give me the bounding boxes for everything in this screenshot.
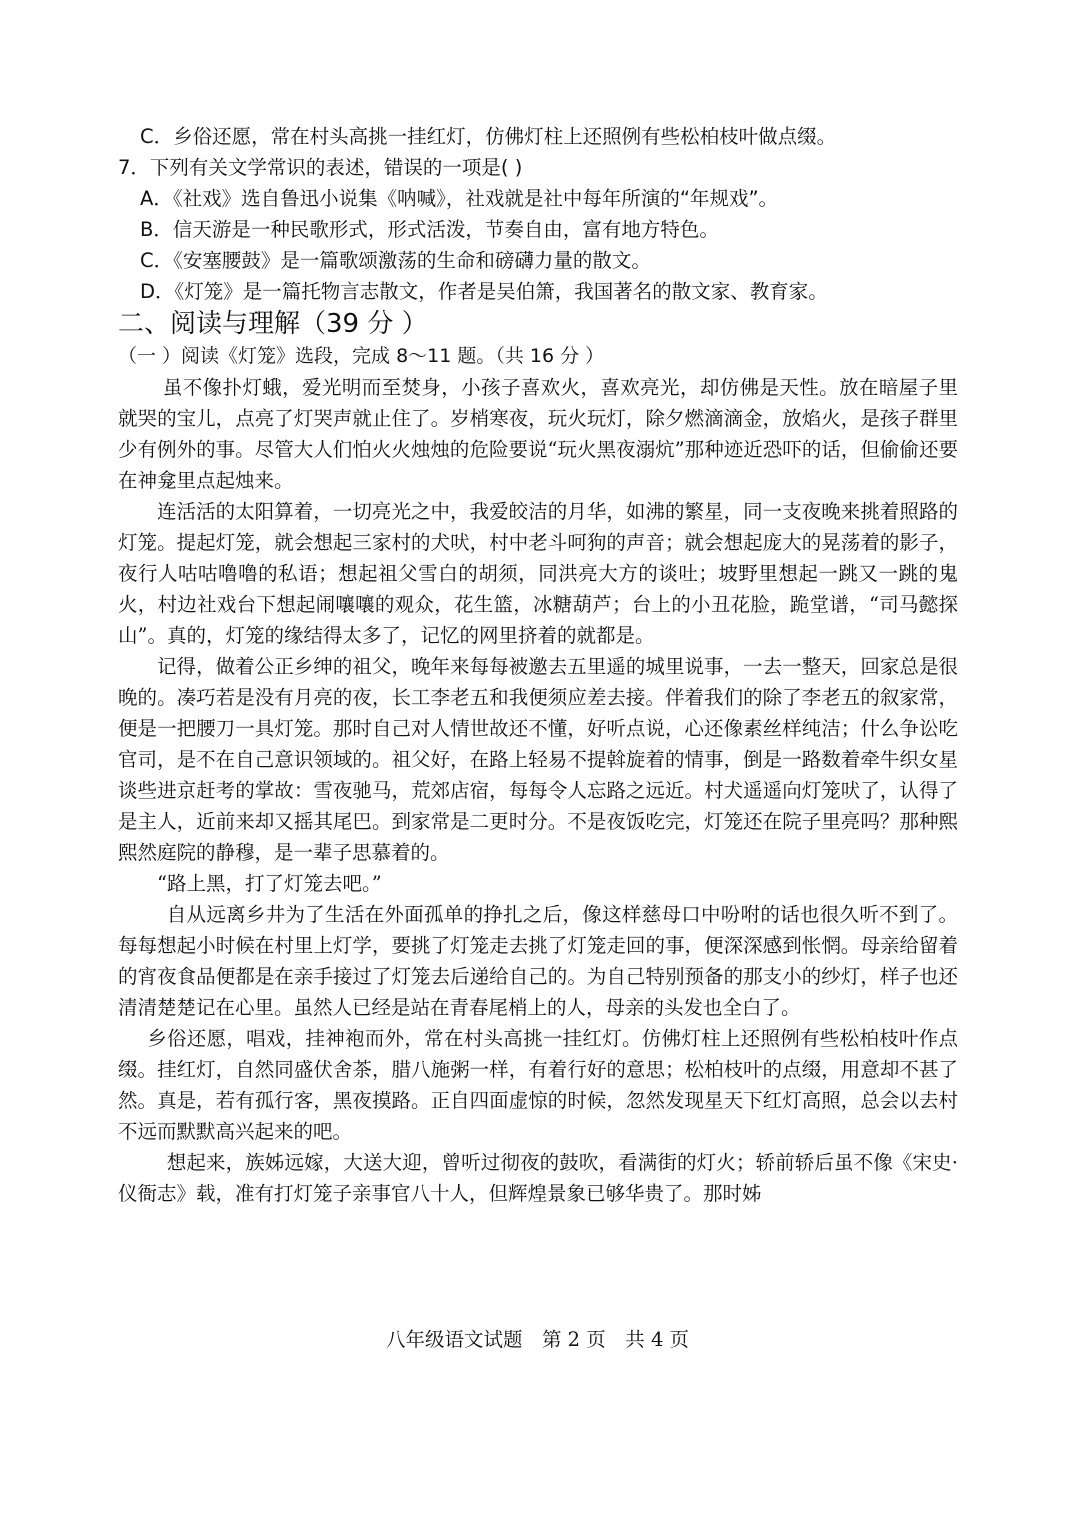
passage-paragraph-1: 虽不像扑灯蛾，爱光明而至焚身，小孩子喜欢火，喜欢亮光，却仿佛是天性。放在暗屋子里就哭的宝儿，点亮了灯哭声就止住了。岁梢寒夜，玩火玩灯，除夕燃滴滴金，放焰火，是孩子群里少有例外的事。尽管大人们怕火火烛烛的危险要说“玩火黑夜溺炕”那种迹近恐吓的话，但偷偷还要在神龛里点起烛来。 (118, 376, 958, 492)
part-1-heading: （一 ）阅读《灯笼》选段，完成 8～11 题。（共 16 分 ） (118, 345, 605, 367)
page-footer: 八年级语文试题 第 2 页 共 4 页 (385, 1328, 690, 1351)
q7-option-a: A．《社戏》选自鲁迅小说集《呐喊》，社戏就是社中每年所演的“年规戏”。 (140, 187, 779, 210)
passage-paragraph-6: 乡俗还愿，唱戏，挂神袍而外，常在村头高挑一挂红灯。仿佛灯柱上还照例有些松柏枝叶作点缀。挂红灯，自然同盛伏舍茶，腊八施粥一样，有着行好的意思；松柏枝叶的点缀，用意却不甚了然。真是，若有孤行客，黑夜摸路。正自四面虚惊的时候，忽然发现星天下红灯高照，总会以去村不远而默默高兴起来的吧。 (118, 1027, 958, 1143)
q7-stem: 7．下列有关文学常识的表述，错误的一项是( ) (118, 156, 523, 179)
passage-paragraph-5: 自从远离乡井为了生活在外面孤单的挣扎之后，像这样慈母口中吩咐的话也很久听不到了。每每想起小时候在村里上灯学，要挑了灯笼走去挑了灯笼走回的事，便深深感到怅惘。母亲给留着的宵夜食品便都是在亲手接过了灯笼去后递给自己的。为自己特别预备的那支小的纱灯，样子也还清清楚楚记在心里。虽然人已经是站在青春尾梢上的人，母亲的头发也全白了。 (118, 903, 958, 1019)
reading-passage (118, 372, 958, 1209)
passage-paragraph-3: 记得，做着公正乡绅的祖父，晚年来每每被邀去五里遥的城里说事，一去一整天，回家总是很晚的。凑巧若是没有月亮的夜，长工李老五和我便须应差去接。伴着我们的除了李老五的叙家常，便是一把腰刀一具灯笼。那时自己对人情世故还不懂，好听点说，心还像素丝样纯洁；什么争讼吃官司，是不在自己意识领域的。祖父好，在路上轻易不提斡旋着的情事，倒是一路数着牵牛织女星谈些进京赶考的掌故：雪夜驰马，荒郊店宿，每每令人忘路之远近。村犬遥遥向灯笼吠了，认得了是主人，近前来却又摇其尾巴。到家常是二更时分。不是夜饭吃完，灯笼还在院子里亮吗？那种熙熙然庭院的静穆，是一辈子思慕着的。 (118, 655, 958, 864)
passage-paragraph-7: 想起来，族姊远嫁，大送大迎，曾听过彻夜的鼓吹，看满街的灯火；轿前轿后虽不像《宋史·仪衙志》载，准有打灯笼子亲事官八十人，但辉煌景象已够华贵了。那时姊 (118, 1151, 958, 1205)
passage-paragraph-4: “路上黑，打了灯笼去吧。” (157, 872, 382, 895)
passage-paragraph-2: 连活活的太阳算着，一切亮光之中，我爱皎洁的月华，如沸的繁星，同一支夜晚来挑着照路的灯笼。提起灯笼，就会想起三家村的犬吠，村中老斗呵狗的声音；就会想起庞大的晃荡着的影子，夜行人咕咕噜噜的私语；想起祖父雪白的胡须，同洪亮大方的谈吐；坡野里想起一跳又一跳的鬼火，村边社戏台下想起闹嚷嚷的观众，花生篮，冰糖葫芦；台上的小丑花脸，跪堂谱，“司马懿探山”。真的，灯笼的缘结得太多了，记忆的网里挤着的就都是。 (118, 500, 958, 647)
q7-option-c: C．《安塞腰鼓》是一篇歌颂激荡的生命和磅礴力量的散文。 (140, 249, 651, 272)
q7-option-b: B．信天游是一种民歌形式，形式活泼，节奏自由，富有地方特色。 (140, 218, 719, 241)
q6-option-c: C．乡俗还愿，常在村头高挑一挂红灯，仿佛灯柱上还照例有些松柏枝叶做点缀。 (140, 125, 837, 148)
section-2-heading: 二、阅读与理解（39 分 ） (118, 309, 428, 339)
q7-option-d: D．《灯笼》是一篇托物言志散文，作者是吴伯箫，我国著名的散文家、教育家。 (140, 280, 828, 303)
